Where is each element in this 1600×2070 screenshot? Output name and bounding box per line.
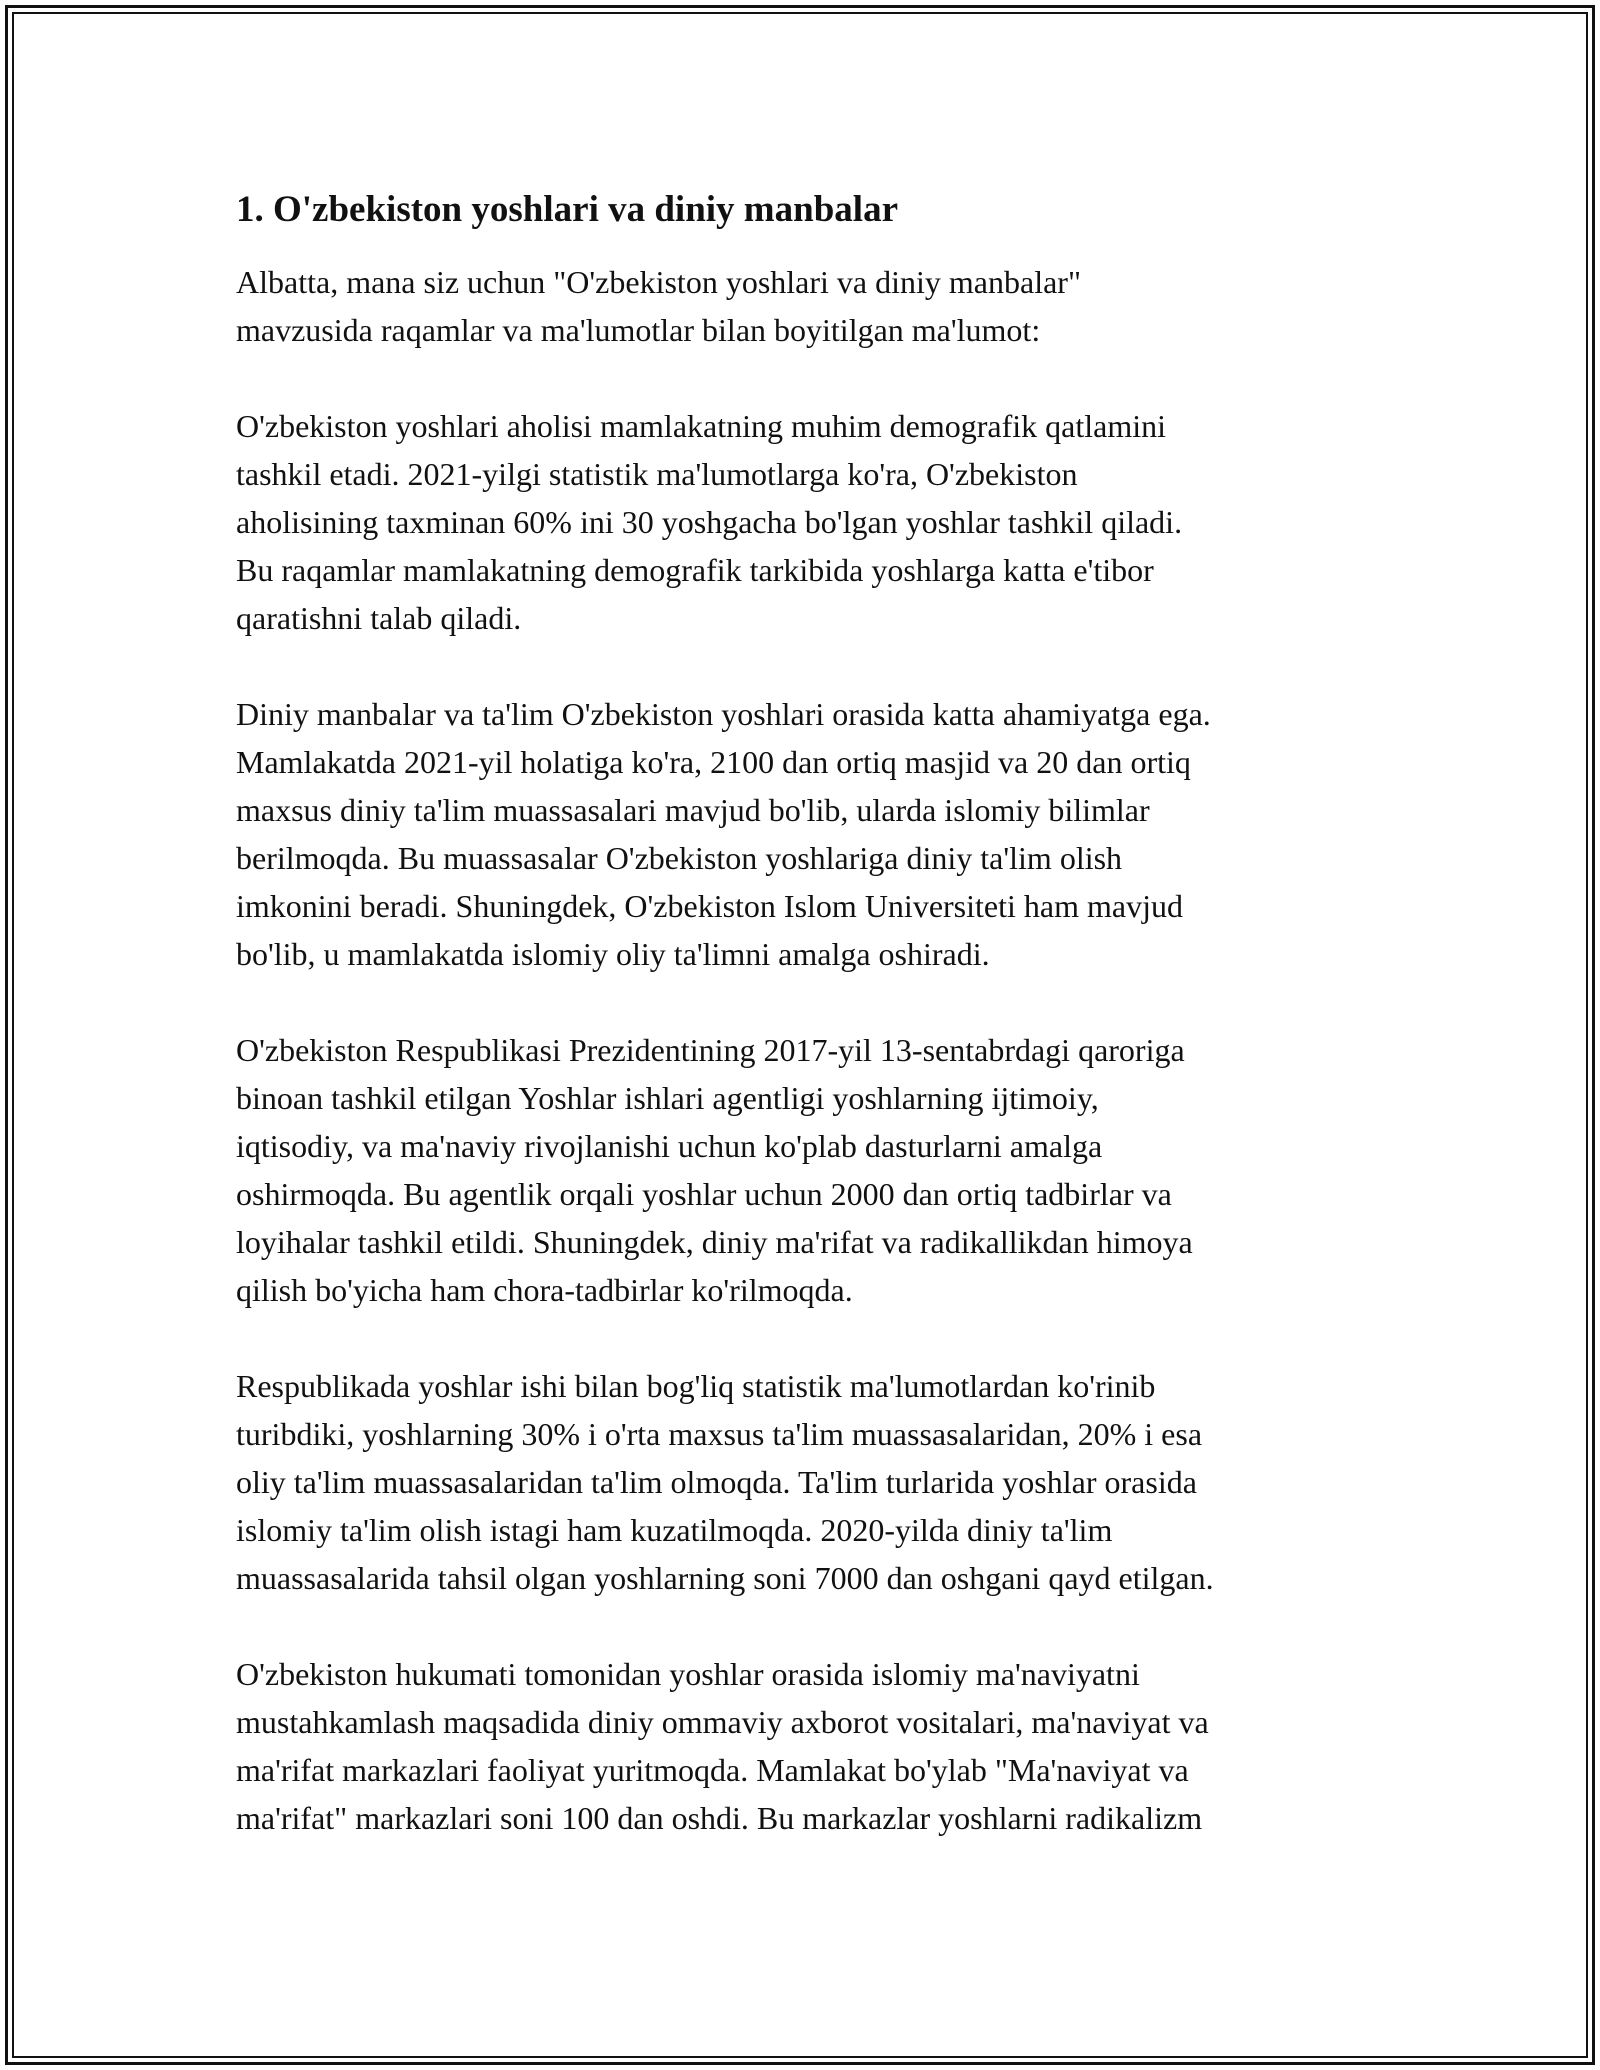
paragraph-line: Albatta, mana siz uchun "O'zbekiston yoshlari va diniy manbalar" bbox=[236, 264, 1081, 300]
paragraph-line: mustahkamlash maqsadida diniy ommaviy axborot vositalari, ma'naviyat va bbox=[236, 1704, 1209, 1740]
paragraph-line: Mamlakatda 2021-yil holatiga ko'ra, 2100 dan ortiq masjid va 20 dan ortiq bbox=[236, 744, 1191, 780]
paragraph-line: bo'lib, u mamlakatda islomiy oliy ta'limni amalga oshiradi. bbox=[236, 936, 990, 972]
paragraph-line: Bu raqamlar mamlakatning demografik tarkibida yoshlarga katta e'tibor bbox=[236, 552, 1154, 588]
paragraph bbox=[236, 258, 1376, 354]
paragraph-line: iqtisodiy, va ma'naviy rivojlanishi uchun ko'plab dasturlarni amalga bbox=[236, 1128, 1103, 1164]
paragraph-line: turibdiki, yoshlarning 30% i o'rta maxsus ta'lim muassasalaridan, 20% i esa bbox=[236, 1416, 1203, 1452]
paragraph-line: loyihalar tashkil etildi. Shuningdek, diniy ma'rifat va radikallikdan himoya bbox=[236, 1224, 1193, 1260]
paragraph-line: oliy ta'lim muassasalaridan ta'lim olmoqda. Ta'lim turlarida yoshlar orasida bbox=[236, 1464, 1197, 1500]
paragraph bbox=[236, 1362, 1376, 1602]
paragraph-line: mavzusida raqamlar va ma'lumotlar bilan boyitilgan ma'lumot: bbox=[236, 312, 1041, 348]
paragraph-line: Diniy manbalar va ta'lim O'zbekiston yoshlari orasida katta ahamiyatga ega. bbox=[236, 696, 1211, 732]
paragraph-line: oshirmoqda. Bu agentlik orqali yoshlar uchun 2000 dan ortiq tadbirlar va bbox=[236, 1176, 1172, 1212]
paragraph-line: Respublikada yoshlar ishi bilan bog'liq statistik ma'lumotlardan ko'rinib bbox=[236, 1368, 1156, 1404]
paragraph-line: qilish bo'yicha ham chora-tadbirlar ko'rilmoqda. bbox=[236, 1272, 853, 1308]
paragraph-line: maxsus diniy ta'lim muassasalari mavjud bo'lib, ularda islomiy bilimlar bbox=[236, 792, 1150, 828]
section-heading: 1. O'zbekiston yoshlari va diniy manbalar bbox=[236, 189, 898, 230]
paragraph-line: imkonini beradi. Shuningdek, O'zbekiston Islom Universiteti ham mavjud bbox=[236, 888, 1183, 924]
paragraph-line: tashkil etadi. 2021-yilgi statistik ma'lumotlarga ko'ra, O'zbekiston bbox=[236, 456, 1078, 492]
paragraph bbox=[236, 402, 1376, 642]
paragraph-line: ma'rifat markazlari faoliyat yuritmoqda. Mamlakat bo'ylab "Ma'naviyat va bbox=[236, 1752, 1189, 1788]
paragraph bbox=[236, 1650, 1376, 1842]
paragraph bbox=[236, 1026, 1376, 1314]
document-body bbox=[236, 186, 1376, 1842]
paragraph-line: O'zbekiston yoshlari aholisi mamlakatning muhim demografik qatlamini bbox=[236, 408, 1167, 444]
paragraph-line: O'zbekiston Respublikasi Prezidentining 2017-yil 13-sentabrdagi qaroriga bbox=[236, 1032, 1185, 1068]
paragraph-list bbox=[236, 258, 1376, 1842]
paragraph-line: berilmoqda. Bu muassasalar O'zbekiston yoshlariga diniy ta'lim olish bbox=[236, 840, 1123, 876]
paragraph-line: qaratishni talab qiladi. bbox=[236, 600, 522, 636]
paragraph-line: aholisining taxminan 60% ini 30 yoshgacha bo'lgan yoshlar tashkil qiladi. bbox=[236, 504, 1183, 540]
paragraph-line: muassasalarida tahsil olgan yoshlarning soni 7000 dan oshgani qayd etilgan. bbox=[236, 1560, 1214, 1596]
paragraph-line: islomiy ta'lim olish istagi ham kuzatilmoqda. 2020-yilda diniy ta'lim bbox=[236, 1512, 1113, 1548]
paragraph bbox=[236, 690, 1376, 978]
paragraph-line: binoan tashkil etilgan Yoshlar ishlari agentligi yoshlarning ijtimoiy, bbox=[236, 1080, 1099, 1116]
paragraph-line: O'zbekiston hukumati tomonidan yoshlar orasida islomiy ma'naviyatni bbox=[236, 1656, 1140, 1692]
paragraph-line: ma'rifat" markazlari soni 100 dan oshdi. Bu markazlar yoshlarni radikalizm bbox=[236, 1800, 1203, 1836]
